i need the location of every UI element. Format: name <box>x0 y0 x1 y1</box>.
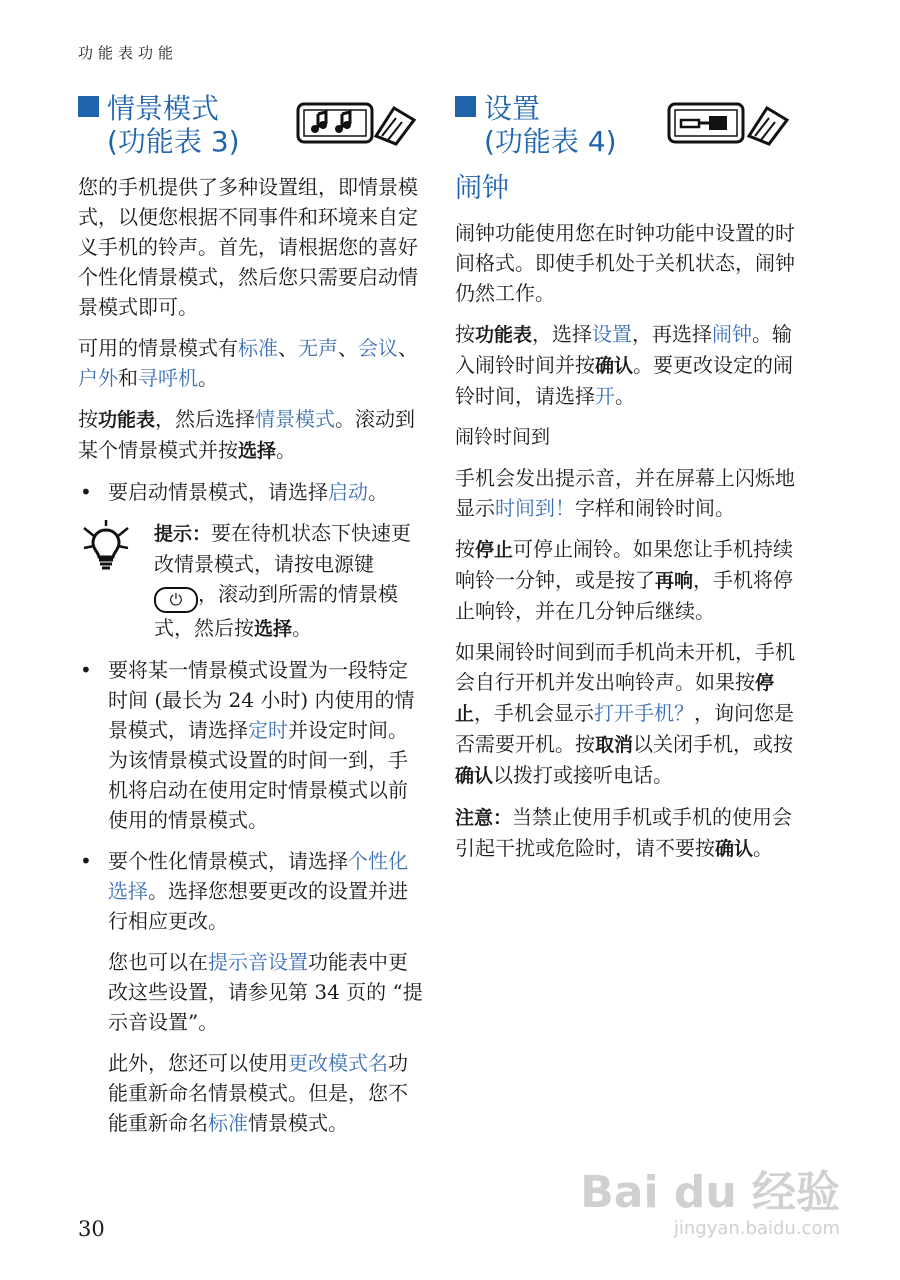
available-profiles-paragraph: 可用的情景模式有标准、无声、会议、户外和寻呼机。 <box>78 336 418 390</box>
bullet-dot: • <box>80 849 92 873</box>
running-header: 功能表功能 <box>78 44 179 62</box>
link-personalise[interactable]: 个性化选择 <box>108 849 408 903</box>
bullet-activate: • 要启动情景模式，请选择启动。 <box>78 477 423 507</box>
alarm-set-paragraph: 按功能表，选择设置，再选择闹钟。输入闹铃时间并按确认。要更改设定的闹铃时间，请选择开。 <box>455 322 794 408</box>
section-subtitle: (功能表 4) <box>484 125 617 158</box>
phone-off-paragraph: 如果闹铃时间到而手机尚未开机，手机会自行开机并发出响铃声。如果按停止，手机会显示打开手机？，询问您是否需要开机。按取消以关闭手机，或按确认以拨打或接听电话。 <box>455 640 795 787</box>
section-subtitle: (功能表 3) <box>107 125 240 158</box>
link-settings[interactable]: 设置 <box>592 322 633 346</box>
tone-settings-paragraph: 您也可以在提示音设置功能表中更改这些设置，请参见第 34 页的 “提示音设置”。 <box>108 950 423 1034</box>
settings-menu-icon <box>667 100 795 146</box>
section-title: 情景模式 (功能表 3) <box>78 92 423 158</box>
link-timed[interactable]: 定时 <box>248 718 288 742</box>
watermark-main-text: Bai du 经验 <box>580 1167 840 1218</box>
note-paragraph: 注意：当禁止使用手机或手机的使用会引起干扰或危险时，请不要按确认。 <box>455 805 793 860</box>
note-label: 注意： <box>455 807 513 829</box>
left-column <box>78 92 423 1149</box>
profiles-menu-icon <box>296 100 421 146</box>
tip-label: 提示： <box>154 523 212 545</box>
heading-square-bullet <box>455 96 476 117</box>
right-column <box>455 92 800 875</box>
alarm-intro: 闹钟功能使用您在时钟功能中设置的时间格式。即使手机处于关机状态，闹钟仍然工作。 <box>455 221 795 305</box>
watermark-url: jingyan.baidu.com <box>673 1218 840 1239</box>
link-profiles[interactable]: 情景模式 <box>255 407 336 431</box>
settings-section-heading <box>455 92 800 162</box>
link-alarm-clock[interactable]: 闹钟 <box>712 322 753 346</box>
alarm-clock-heading: 闹钟 <box>455 173 509 204</box>
bullet-personalise: • 要个性化情景模式，请选择个性化选择。选择您想要更改的设置并进行相应更改。 <box>78 846 423 936</box>
rename-paragraph: 此外，您还可以使用更改模式名功能重新命名情景模式。但是，您不能重新命名标准情景模式。 <box>108 1051 408 1135</box>
link-activate[interactable]: 启动 <box>328 480 368 504</box>
link-time-up[interactable]: 时间到！ <box>495 496 575 520</box>
alarm-alert-paragraph: 手机会发出提示音，并在屏幕上闪烁地显示时间到！字样和闹铃时间。 <box>455 466 795 520</box>
power-key-icon: ⏻ <box>154 587 198 613</box>
lightbulb-tip-icon <box>82 520 130 572</box>
heading-square-bullet <box>78 96 99 117</box>
bullet-dot: • <box>80 658 92 682</box>
link-standard[interactable]: 标准 <box>238 336 278 360</box>
link-meeting[interactable]: 会议 <box>358 336 398 360</box>
link-rename[interactable]: 更改模式名 <box>288 1051 388 1075</box>
watermark-logo <box>580 1168 840 1239</box>
profiles-section-heading <box>78 92 423 162</box>
select-profile-paragraph: 按功能表，然后选择情景模式。滚动到某个情景模式并按选择。 <box>78 407 416 462</box>
profiles-intro: 您的手机提供了多种设置组，即情景模式，以便您根据不同事件和环境来自定义手机的铃声。首先，请根据您的喜好个性化情景模式，然后您只需要启动情景模式即可。 <box>78 175 418 319</box>
link-silent[interactable]: 无声 <box>298 336 338 360</box>
tip-paragraph: 提示：要在待机状态下快速更改情景模式，请按电源键 ⏻ ，滚动到所需的情景模式，然后按选择。 <box>78 518 423 644</box>
stop-alarm-paragraph: 按停止可停止闹铃。如果您让手机持续响铃一分钟，或是按了再响，手机将停止响铃，并在几分钟后继续。 <box>455 537 794 623</box>
page-number: 30 <box>78 1217 105 1241</box>
alarm-time-up-heading: 闹铃时间到 <box>455 426 551 448</box>
link-switch-on[interactable]: 打开手机？ <box>594 701 695 725</box>
bullet-timed: • 要将某一情景模式设置为一段特定时间 (最长为 24 小时) 内使用的情景模式，请选择定时并设定时间。为该情景模式设置的时间一到，手机将启动在使用定时情景模式以前使用的情景模式。 <box>78 655 423 835</box>
link-standard-2[interactable]: 标准 <box>208 1111 248 1135</box>
link-pager[interactable]: 寻呼机 <box>138 366 198 390</box>
link-on[interactable]: 开 <box>595 384 615 408</box>
bullet-dot: • <box>80 480 92 504</box>
link-tone-settings[interactable]: 提示音设置 <box>208 950 308 974</box>
link-outdoor[interactable]: 户外 <box>78 366 118 390</box>
section-title: 设置 (功能表 4) <box>455 92 800 158</box>
